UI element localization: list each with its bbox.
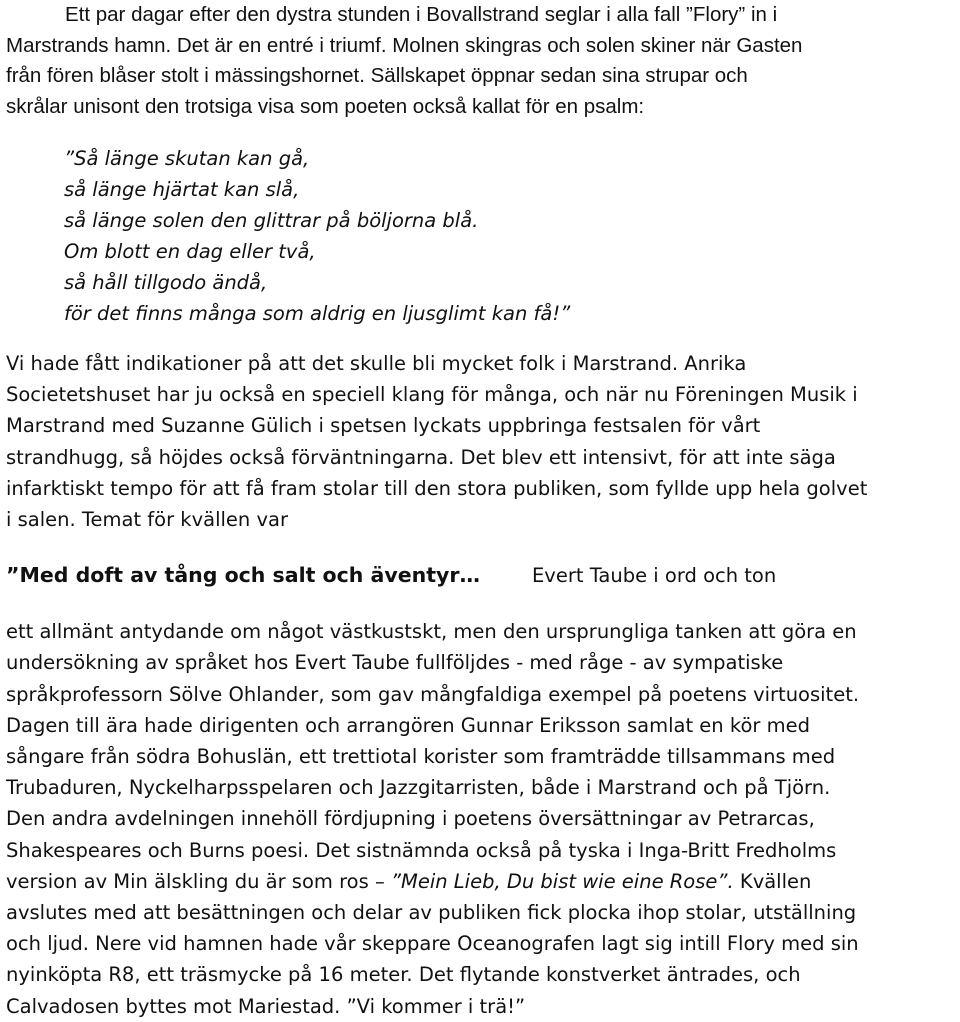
paragraph-line: Marstrand med Suzanne Gülich i spetsen lyckats uppbringa festsalen för vårt (6, 414, 761, 438)
paragraph-line: i salen. Temat för kvällen var (6, 508, 288, 532)
intro-line: Marstrands hamn. Det är en entré i triumf. Molnen skingras och solen skiner när Gasten (6, 33, 803, 57)
poem-line: så länge hjärtat kan slå, (64, 178, 300, 201)
poem-line: så håll tillgodo ändå, (64, 271, 268, 294)
paragraph-line: Den andra avdelningen innehöll fördjupning i poetens översättningar av Petrarcas, (6, 807, 815, 831)
intro-line: Ett par dagar efter den dystra stunden i Bovallstrand seglar i alla fall ”Flory” in i (65, 3, 778, 26)
theme-subtitle: Evert Taube i ord och ton (531, 564, 777, 588)
paragraph-line: sångare från södra Bohuslän, ett trettiotal korister som framträdde tillsammans med (6, 745, 836, 769)
poem-line: så länge solen den glittrar på böljorna blå. (64, 209, 479, 232)
paragraph-line: Societetshuset har ju också en speciell klang för många, och när nu Föreningen Musik i (6, 383, 858, 407)
paragraph-line (6, 866, 956, 897)
paragraph-line: och ljud. Nere vid hamnen hade vår skeppare Oceanografen lagt sig intill Flory med sin (6, 932, 859, 956)
body-paragraph (6, 616, 956, 1022)
poem-line: för det finns många som aldrig en ljusglimt kan få!” (64, 302, 571, 325)
paragraph-line: avslutes med att besättningen och delar av publiken fick plocka ihop stolar, utställning (6, 901, 857, 925)
intro-paragraph (6, 0, 956, 122)
poem-line: Om blott en dag eller två, (64, 240, 316, 263)
event-theme (6, 560, 956, 591)
theme-title: ”Med doft av tång och salt och äventyr… (6, 563, 480, 588)
paragraph-line: språkprofessorn Sölve Ohlander, som gav mångfaldiga exempel på poetens virtuositet. (6, 682, 860, 706)
poem-line: ”Så länge skutan kan gå, (64, 147, 310, 170)
intro-line: skrålar unisont den trotsiga visa som poeten också kallat för en psalm: (6, 94, 645, 118)
document-page (6, 0, 956, 1022)
paragraph-line: infarktiskt tempo för att få fram stolar till den stora publiken, som fyllde upp hela golvet (6, 476, 868, 500)
paragraph-line: Trubaduren, Nyckelharpsspelaren och Jazzgitarristen, både i Marstrand och på Tjörn. (6, 776, 831, 800)
paragraph-line: Dagen till ära hade dirigenten och arrangören Gunnar Eriksson samlat en kör med (6, 713, 810, 737)
line-text: version av Min älskling du är som ros – (6, 869, 391, 893)
line-text: Kvällen (733, 869, 812, 893)
paragraph-line: Calvadosen byttes mot Mariestad. ”Vi kommer i trä!” (6, 994, 526, 1018)
paragraph-line: undersökning av språket hos Evert Taube fullföljdes - med råge - av sympatiske (6, 651, 784, 675)
german-title-quote: ”Mein Lieb, Du bist wie eine Rose”. (390, 869, 734, 893)
paragraph-line: nyinköpta R8, ett träsmycke på 16 meter. Det flytande konstverket äntrades, och (6, 963, 801, 987)
paragraph-line: ett allmänt antydande om något västkustskt, men den ursprungliga tanken att göra en (6, 620, 857, 644)
paragraph-line: Shakespeares och Burns poesi. Det sistnämnda också på tyska i Inga-Britt Fredholms (6, 838, 837, 862)
paragraph-line: Vi hade fått indikationer på att det skulle bli mycket folk i Marstrand. Anrika (6, 352, 747, 375)
body-paragraph (6, 348, 956, 535)
poem-quote (64, 143, 956, 329)
paragraph-line: strandhugg, så höjdes också förväntningarna. Det blev ett intensivt, för att inte säga (6, 445, 836, 469)
intro-line: från fören blåser stolt i mässingshornet. Sällskapet öppnar sedan sina strupar och (6, 64, 748, 87)
